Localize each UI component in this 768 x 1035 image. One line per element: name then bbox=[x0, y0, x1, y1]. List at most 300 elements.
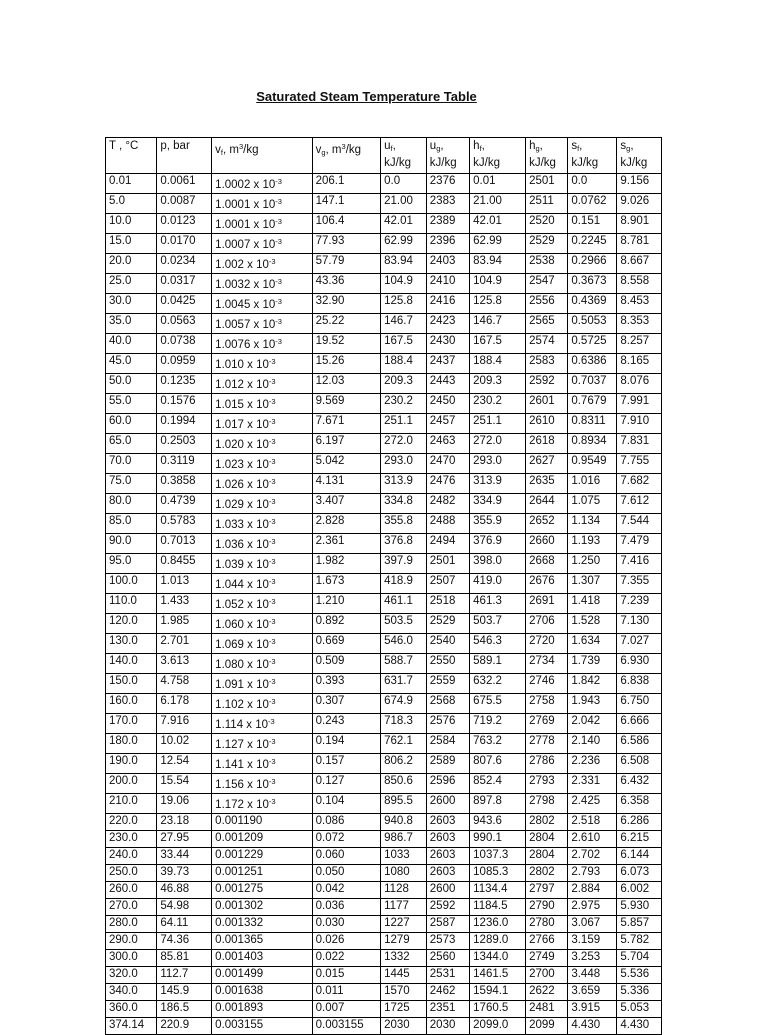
cell-ug: 2603 bbox=[426, 814, 469, 831]
cell-sf: 2.702 bbox=[568, 848, 617, 865]
cell-hg: 2627 bbox=[526, 454, 568, 474]
cell-uf: 167.5 bbox=[381, 334, 427, 354]
header-symbol: v bbox=[215, 144, 221, 156]
cell-vf bbox=[212, 1001, 312, 1018]
cell-uf: 334.8 bbox=[381, 494, 427, 514]
cell-hg: 2797 bbox=[526, 882, 568, 899]
cell-sg: 7.755 bbox=[617, 454, 662, 474]
header-symbol: s bbox=[571, 140, 578, 152]
cell-hf: 461.3 bbox=[470, 594, 526, 614]
cell-temperature: 200.0 bbox=[106, 774, 157, 794]
cell-sf: 1.418 bbox=[568, 594, 617, 614]
cell-hg: 2565 bbox=[526, 314, 568, 334]
cell-hg: 2706 bbox=[526, 614, 568, 634]
vf-exponent: -3 bbox=[268, 457, 276, 466]
vf-value: 1.0076 x 10 bbox=[215, 339, 276, 351]
vf-value: 1.102 x 10 bbox=[215, 699, 269, 711]
cell-pressure: 220.9 bbox=[157, 1018, 212, 1035]
vf-exponent: -3 bbox=[268, 577, 276, 586]
header-row bbox=[106, 138, 662, 174]
cell-ug: 2437 bbox=[426, 354, 469, 374]
cell-hf: 1344.0 bbox=[470, 950, 526, 967]
cell-sf: 0.7679 bbox=[568, 394, 617, 414]
cell-temperature: 180.0 bbox=[106, 734, 157, 754]
cell-sg: 8.165 bbox=[617, 354, 662, 374]
cell-temperature: 260.0 bbox=[106, 882, 157, 899]
vf-exponent: -3 bbox=[268, 437, 276, 446]
header-symbol: h bbox=[473, 140, 480, 152]
cell-ug: 2531 bbox=[426, 967, 469, 984]
cell-sf: 3.067 bbox=[568, 916, 617, 933]
cell-uf: 293.0 bbox=[381, 454, 427, 474]
vf-exponent: -3 bbox=[268, 477, 276, 486]
cell-hg: 2668 bbox=[526, 554, 568, 574]
cell-pressure: 186.5 bbox=[157, 1001, 212, 1018]
cell-temperature: 374.14 bbox=[106, 1018, 157, 1035]
vf-exponent: -3 bbox=[275, 237, 282, 246]
cell-pressure: 0.1235 bbox=[157, 374, 212, 394]
table-row bbox=[106, 848, 662, 865]
cell-temperature: 85.0 bbox=[106, 514, 157, 534]
cell-uf: 188.4 bbox=[381, 354, 427, 374]
vf-value: 1.156 x 10 bbox=[215, 779, 269, 791]
cell-sg: 9.026 bbox=[617, 194, 662, 214]
cell-hf: 83.94 bbox=[470, 254, 526, 274]
cell-vf bbox=[212, 574, 312, 594]
cell-hg: 2720 bbox=[526, 634, 568, 654]
cell-pressure: 0.8455 bbox=[157, 554, 212, 574]
cell-sg: 6.432 bbox=[617, 774, 662, 794]
cell-sg: 6.586 bbox=[617, 734, 662, 754]
cell-pressure: 3.613 bbox=[157, 654, 212, 674]
cell-ug: 2476 bbox=[426, 474, 469, 494]
table-row bbox=[106, 274, 662, 294]
cell-temperature: 60.0 bbox=[106, 414, 157, 434]
vf-exponent: -3 bbox=[268, 737, 276, 746]
vf-exponent: -3 bbox=[268, 497, 276, 506]
cell-vg: 0.007 bbox=[312, 1001, 381, 1018]
table-row bbox=[106, 794, 662, 814]
cell-uf: 546.0 bbox=[381, 634, 427, 654]
cell-hf: 503.7 bbox=[470, 614, 526, 634]
header-subscript: f bbox=[390, 144, 393, 153]
cell-hf: 272.0 bbox=[470, 434, 526, 454]
vf-value: 0.001499 bbox=[215, 968, 264, 980]
cell-vg: 147.1 bbox=[312, 194, 381, 214]
cell-sf: 2.610 bbox=[568, 831, 617, 848]
cell-uf: 1570 bbox=[381, 984, 427, 1001]
cell-sf: 0.9549 bbox=[568, 454, 617, 474]
column-header bbox=[568, 138, 617, 174]
cell-sf: 3.448 bbox=[568, 967, 617, 984]
cell-pressure: 0.0563 bbox=[157, 314, 212, 334]
cell-vg: 2.361 bbox=[312, 534, 381, 554]
vf-value: 1.039 x 10 bbox=[215, 559, 269, 571]
cell-vg: 9.569 bbox=[312, 394, 381, 414]
cell-vg: 1.210 bbox=[312, 594, 381, 614]
cell-vf bbox=[212, 514, 312, 534]
cell-sg: 8.781 bbox=[617, 234, 662, 254]
cell-hg: 2635 bbox=[526, 474, 568, 494]
table-row bbox=[106, 434, 662, 454]
vf-value: 1.023 x 10 bbox=[215, 459, 269, 471]
cell-uf: 0.0 bbox=[381, 174, 427, 194]
cell-uf: 251.1 bbox=[381, 414, 427, 434]
cell-hf: 230.2 bbox=[470, 394, 526, 414]
cell-pressure: 19.06 bbox=[157, 794, 212, 814]
steam-table bbox=[105, 137, 662, 1035]
cell-hf: 125.8 bbox=[470, 294, 526, 314]
cell-sg: 7.910 bbox=[617, 414, 662, 434]
cell-vg: 0.194 bbox=[312, 734, 381, 754]
header-symbol: u bbox=[384, 140, 391, 152]
cell-sf: 1.528 bbox=[568, 614, 617, 634]
cell-vf bbox=[212, 882, 312, 899]
cell-vf bbox=[212, 1018, 312, 1035]
vf-value: 0.003155 bbox=[215, 1019, 264, 1031]
cell-sg: 5.053 bbox=[617, 1001, 662, 1018]
vf-exponent: -3 bbox=[275, 317, 282, 326]
cell-uf: 209.3 bbox=[381, 374, 427, 394]
table-row bbox=[106, 414, 662, 434]
cell-uf: 1445 bbox=[381, 967, 427, 984]
vf-exponent: -3 bbox=[268, 517, 276, 526]
header-text: , bbox=[481, 140, 485, 152]
cell-hg: 2734 bbox=[526, 654, 568, 674]
cell-vf bbox=[212, 194, 312, 214]
cell-sg: 4.430 bbox=[617, 1018, 662, 1035]
cell-uf: 83.94 bbox=[381, 254, 427, 274]
cell-ug: 2383 bbox=[426, 194, 469, 214]
cell-temperature: 5.0 bbox=[106, 194, 157, 214]
cell-ug: 2416 bbox=[426, 294, 469, 314]
cell-vg: 0.026 bbox=[312, 933, 381, 950]
cell-hf: 1085.3 bbox=[470, 865, 526, 882]
cell-vg: 7.671 bbox=[312, 414, 381, 434]
cell-pressure: 27.95 bbox=[157, 831, 212, 848]
cell-pressure: 145.9 bbox=[157, 984, 212, 1001]
table-row bbox=[106, 694, 662, 714]
vf-exponent: -3 bbox=[268, 597, 276, 606]
cell-sf: 1.134 bbox=[568, 514, 617, 534]
cell-temperature: 150.0 bbox=[106, 674, 157, 694]
cell-vf bbox=[212, 814, 312, 831]
cell-uf: 503.5 bbox=[381, 614, 427, 634]
cell-pressure: 54.98 bbox=[157, 899, 212, 916]
cell-hf: 1289.0 bbox=[470, 933, 526, 950]
cell-vf bbox=[212, 794, 312, 814]
header-text: bar bbox=[169, 140, 190, 152]
cell-ug: 2470 bbox=[426, 454, 469, 474]
cell-sf: 0.0762 bbox=[568, 194, 617, 214]
cell-sf: 1.943 bbox=[568, 694, 617, 714]
cell-uf: 104.9 bbox=[381, 274, 427, 294]
cell-hf: 355.9 bbox=[470, 514, 526, 534]
cell-sg: 6.286 bbox=[617, 814, 662, 831]
cell-vf bbox=[212, 354, 312, 374]
cell-hg: 2790 bbox=[526, 899, 568, 916]
page-title: Saturated Steam Temperature Table bbox=[256, 89, 477, 104]
cell-vg: 12.03 bbox=[312, 374, 381, 394]
cell-sf: 3.253 bbox=[568, 950, 617, 967]
cell-vg: 0.243 bbox=[312, 714, 381, 734]
cell-hf: 1236.0 bbox=[470, 916, 526, 933]
cell-temperature: 50.0 bbox=[106, 374, 157, 394]
cell-hf: 21.00 bbox=[470, 194, 526, 214]
cell-vg: 6.197 bbox=[312, 434, 381, 454]
cell-sf: 0.5725 bbox=[568, 334, 617, 354]
cell-vg: 0.003155 bbox=[312, 1018, 381, 1035]
cell-hf: 146.7 bbox=[470, 314, 526, 334]
cell-ug: 2550 bbox=[426, 654, 469, 674]
header-unit: kJ/kg bbox=[384, 157, 411, 169]
table-row bbox=[106, 634, 662, 654]
cell-hf: 589.1 bbox=[470, 654, 526, 674]
table-row bbox=[106, 882, 662, 899]
vf-value: 1.069 x 10 bbox=[215, 639, 269, 651]
cell-sf: 0.2245 bbox=[568, 234, 617, 254]
header-unit: kJ/kg bbox=[429, 157, 457, 169]
cell-temperature: 65.0 bbox=[106, 434, 157, 454]
cell-ug: 2351 bbox=[426, 1001, 469, 1018]
vf-value: 1.002 x 10 bbox=[215, 259, 269, 271]
cell-sf: 3.159 bbox=[568, 933, 617, 950]
table-row bbox=[106, 933, 662, 950]
cell-hg: 2644 bbox=[526, 494, 568, 514]
cell-hf: 313.9 bbox=[470, 474, 526, 494]
header-symbol: u bbox=[429, 140, 437, 152]
cell-vf bbox=[212, 294, 312, 314]
cell-vg: 0.509 bbox=[312, 654, 381, 674]
cell-ug: 2501 bbox=[426, 554, 469, 574]
vf-value: 1.114 x 10 bbox=[215, 719, 269, 731]
cell-pressure: 112.7 bbox=[157, 967, 212, 984]
header-symbol: T bbox=[109, 140, 116, 152]
header-unit: kJ/kg bbox=[473, 157, 500, 169]
cell-hf: 632.2 bbox=[470, 674, 526, 694]
vf-value: 1.052 x 10 bbox=[215, 599, 269, 611]
table-row bbox=[106, 916, 662, 933]
cell-uf: 631.7 bbox=[381, 674, 427, 694]
cell-sg: 8.257 bbox=[617, 334, 662, 354]
cell-hg: 2749 bbox=[526, 950, 568, 967]
vf-value: 1.010 x 10 bbox=[215, 359, 269, 371]
cell-hf: 807.6 bbox=[470, 754, 526, 774]
cell-sg: 6.144 bbox=[617, 848, 662, 865]
cell-ug: 2450 bbox=[426, 394, 469, 414]
cell-ug: 2518 bbox=[426, 594, 469, 614]
cell-ug: 2568 bbox=[426, 694, 469, 714]
vf-value: 1.029 x 10 bbox=[215, 499, 269, 511]
cell-vg: 0.104 bbox=[312, 794, 381, 814]
cell-temperature: 25.0 bbox=[106, 274, 157, 294]
vf-exponent: -3 bbox=[275, 217, 282, 226]
cell-hf: 1134.4 bbox=[470, 882, 526, 899]
cell-ug: 2396 bbox=[426, 234, 469, 254]
cell-vg: 206.1 bbox=[312, 174, 381, 194]
cell-vf bbox=[212, 654, 312, 674]
cell-hf: 293.0 bbox=[470, 454, 526, 474]
header-text: /kg bbox=[243, 144, 259, 156]
table-row bbox=[106, 814, 662, 831]
cell-sf: 0.8311 bbox=[568, 414, 617, 434]
table-body bbox=[106, 174, 662, 1035]
cell-vf bbox=[212, 865, 312, 882]
table-row bbox=[106, 194, 662, 214]
vf-value: 1.0001 x 10 bbox=[215, 199, 276, 211]
header-text: , bbox=[392, 140, 396, 152]
cell-hg: 2520 bbox=[526, 214, 568, 234]
cell-hg: 2601 bbox=[526, 394, 568, 414]
cell-hf: 943.6 bbox=[470, 814, 526, 831]
cell-ug: 2560 bbox=[426, 950, 469, 967]
cell-uf: 376.8 bbox=[381, 534, 427, 554]
cell-sf: 3.915 bbox=[568, 1001, 617, 1018]
cell-pressure: 0.0959 bbox=[157, 354, 212, 374]
cell-uf: 674.9 bbox=[381, 694, 427, 714]
vf-exponent: -3 bbox=[268, 677, 276, 686]
cell-temperature: 160.0 bbox=[106, 694, 157, 714]
vf-exponent: -3 bbox=[268, 637, 276, 646]
cell-hf: 990.1 bbox=[470, 831, 526, 848]
vf-exponent: -3 bbox=[275, 177, 282, 186]
cell-sg: 7.479 bbox=[617, 534, 662, 554]
cell-vf bbox=[212, 214, 312, 234]
cell-sf: 2.975 bbox=[568, 899, 617, 916]
header-symbol: h bbox=[529, 140, 536, 152]
cell-temperature: 340.0 bbox=[106, 984, 157, 1001]
cell-vg: 0.011 bbox=[312, 984, 381, 1001]
header-subscript: f bbox=[577, 144, 580, 153]
cell-uf: 718.3 bbox=[381, 714, 427, 734]
table-row bbox=[106, 254, 662, 274]
header-unit: kJ/kg bbox=[529, 157, 556, 169]
cell-hf: 42.01 bbox=[470, 214, 526, 234]
cell-uf: 986.7 bbox=[381, 831, 427, 848]
table-row bbox=[106, 754, 662, 774]
cell-sf: 4.430 bbox=[568, 1018, 617, 1035]
cell-hf: 1037.3 bbox=[470, 848, 526, 865]
table-row bbox=[106, 899, 662, 916]
cell-vg: 15.26 bbox=[312, 354, 381, 374]
header-subscript: g bbox=[626, 144, 631, 153]
cell-uf: 940.8 bbox=[381, 814, 427, 831]
cell-temperature: 130.0 bbox=[106, 634, 157, 654]
cell-vg: 0.086 bbox=[312, 814, 381, 831]
table-row bbox=[106, 514, 662, 534]
table-row bbox=[106, 614, 662, 634]
cell-vf bbox=[212, 774, 312, 794]
vf-value: 1.172 x 10 bbox=[215, 799, 269, 811]
cell-vg: 0.127 bbox=[312, 774, 381, 794]
cell-vf bbox=[212, 848, 312, 865]
cell-uf: 42.01 bbox=[381, 214, 427, 234]
cell-ug: 2584 bbox=[426, 734, 469, 754]
cell-temperature: 40.0 bbox=[106, 334, 157, 354]
cell-sg: 7.544 bbox=[617, 514, 662, 534]
cell-sg: 6.358 bbox=[617, 794, 662, 814]
cell-hf: 334.9 bbox=[470, 494, 526, 514]
cell-sg: 8.558 bbox=[617, 274, 662, 294]
cell-ug: 2410 bbox=[426, 274, 469, 294]
column-header bbox=[106, 138, 157, 174]
cell-pressure: 0.0123 bbox=[157, 214, 212, 234]
vf-exponent: -3 bbox=[268, 377, 276, 386]
cell-temperature: 250.0 bbox=[106, 865, 157, 882]
cell-uf: 230.2 bbox=[381, 394, 427, 414]
cell-vg: 0.307 bbox=[312, 694, 381, 714]
cell-sf: 1.193 bbox=[568, 534, 617, 554]
cell-sg: 6.666 bbox=[617, 714, 662, 734]
cell-vf bbox=[212, 454, 312, 474]
cell-hg: 2529 bbox=[526, 234, 568, 254]
table-row bbox=[106, 984, 662, 1001]
vf-value: 1.080 x 10 bbox=[215, 659, 269, 671]
cell-pressure: 1.433 bbox=[157, 594, 212, 614]
cell-vf bbox=[212, 674, 312, 694]
vf-value: 1.033 x 10 bbox=[215, 519, 269, 531]
vf-value: 1.020 x 10 bbox=[215, 439, 269, 451]
cell-uf: 806.2 bbox=[381, 754, 427, 774]
cell-ug: 2587 bbox=[426, 916, 469, 933]
cell-sg: 5.536 bbox=[617, 967, 662, 984]
cell-vf bbox=[212, 714, 312, 734]
vf-value: 1.017 x 10 bbox=[215, 419, 269, 431]
cell-sg: 6.508 bbox=[617, 754, 662, 774]
vf-exponent: -3 bbox=[268, 537, 276, 546]
vf-value: 1.044 x 10 bbox=[215, 579, 269, 591]
cell-hf: 1594.1 bbox=[470, 984, 526, 1001]
cell-temperature: 35.0 bbox=[106, 314, 157, 334]
cell-pressure: 0.1994 bbox=[157, 414, 212, 434]
cell-pressure: 0.0234 bbox=[157, 254, 212, 274]
cell-vg: 32.90 bbox=[312, 294, 381, 314]
cell-ug: 2389 bbox=[426, 214, 469, 234]
cell-vf bbox=[212, 594, 312, 614]
cell-sg: 7.612 bbox=[617, 494, 662, 514]
vf-value: 1.091 x 10 bbox=[215, 679, 269, 691]
cell-vg: 5.042 bbox=[312, 454, 381, 474]
cell-pressure: 0.3858 bbox=[157, 474, 212, 494]
cell-sf: 0.4369 bbox=[568, 294, 617, 314]
cell-vg: 0.015 bbox=[312, 967, 381, 984]
cell-sg: 6.002 bbox=[617, 882, 662, 899]
cell-ug: 2488 bbox=[426, 514, 469, 534]
cell-vg: 0.022 bbox=[312, 950, 381, 967]
table-row bbox=[106, 174, 662, 194]
header-symbol: v bbox=[315, 144, 322, 156]
cell-sg: 7.831 bbox=[617, 434, 662, 454]
cell-hf: 0.01 bbox=[470, 174, 526, 194]
cell-hf: 1461.5 bbox=[470, 967, 526, 984]
cell-ug: 2423 bbox=[426, 314, 469, 334]
vf-value: 1.127 x 10 bbox=[215, 739, 269, 751]
cell-hg: 2676 bbox=[526, 574, 568, 594]
cell-sf: 2.140 bbox=[568, 734, 617, 754]
cell-vg: 0.050 bbox=[312, 865, 381, 882]
header-text: , m bbox=[223, 144, 239, 156]
cell-uf: 146.7 bbox=[381, 314, 427, 334]
cell-vg: 0.030 bbox=[312, 916, 381, 933]
table-row bbox=[106, 454, 662, 474]
cell-hf: 2099.0 bbox=[470, 1018, 526, 1035]
cell-ug: 2443 bbox=[426, 374, 469, 394]
cell-ug: 2529 bbox=[426, 614, 469, 634]
cell-vg: 0.042 bbox=[312, 882, 381, 899]
vf-exponent: -3 bbox=[275, 277, 282, 286]
cell-vg: 2.828 bbox=[312, 514, 381, 534]
cell-pressure: 15.54 bbox=[157, 774, 212, 794]
